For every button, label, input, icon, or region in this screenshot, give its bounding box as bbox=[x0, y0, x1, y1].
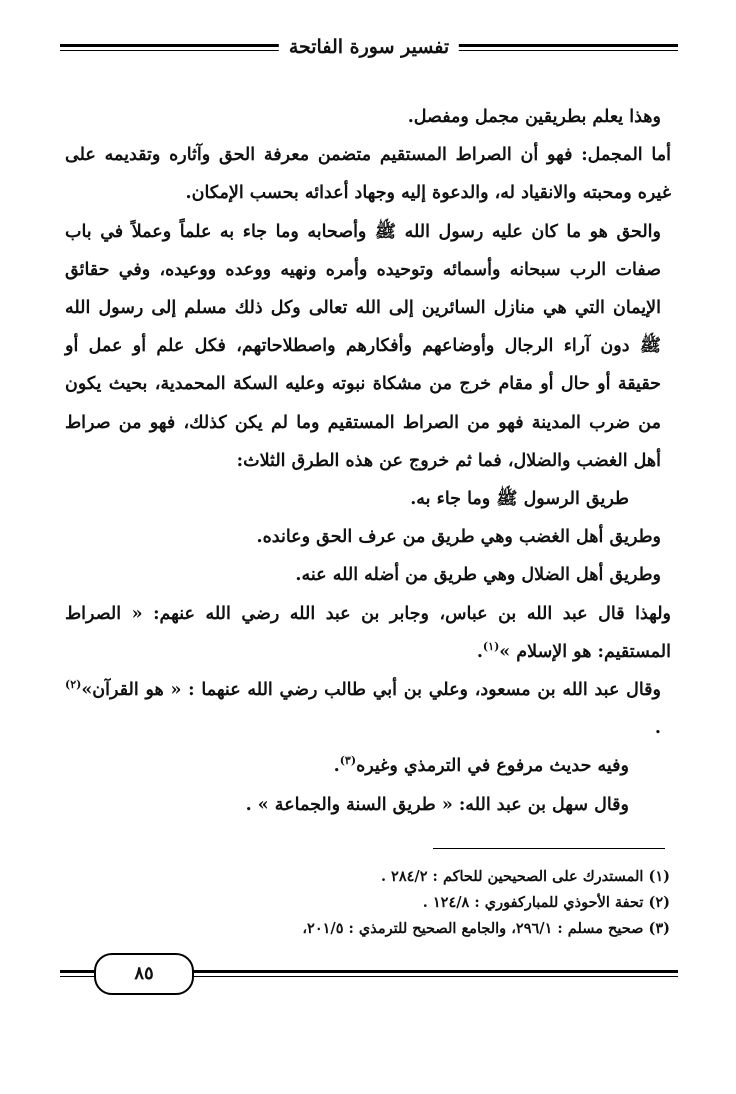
paragraph-with-note: وفيه حديث مرفوع في الترمذي وغيره$^{(٣)}$. bbox=[333, 754, 629, 777]
footnote-marker: (٣) bbox=[339, 754, 357, 768]
paragraph-text: وقال عبد الله بن مسعود، وعلي بن أبي طالب رضي الله عنهما : « هو القرآن» bbox=[81, 680, 661, 701]
paragraph: طريق الرسول ﷺ وما جاء به. bbox=[410, 489, 629, 510]
paragraph-with-note: ولهذا قال عبد الله بن عباس، وجابر بن عبد الله رضي الله عنهم: « الصراط المستقيم: هو الإسلام »$^{(١)}$. bbox=[65, 603, 671, 662]
footnote-separator bbox=[433, 848, 665, 849]
running-title: تفسير سورة الفاتحة bbox=[279, 36, 459, 58]
footnote: (١) المستدرك على الصحيحين للحاكم : ٢٨٤/٢ . bbox=[380, 868, 670, 885]
page-number: ٨٥ bbox=[94, 953, 194, 995]
paragraph: وطريق أهل الضلال وهي طريق من أضله الله عنه. bbox=[295, 565, 661, 586]
paragraph: وطريق أهل الغضب وهي طريق من عرف الحق وعانده. bbox=[256, 527, 661, 548]
paragraph: أما المجمل: فهو أن الصراط المستقيم متضمن معرفة الحق وآثاره وتقديمه على غيره ومحبته والانقياد له، والدعوة إليه وجهاد أعدائه بحسب الإمكان. bbox=[65, 145, 671, 204]
footnote-marker: (١) bbox=[482, 640, 500, 654]
page-header bbox=[60, 32, 678, 72]
paragraph-with-note: وقال عبد الله بن مسعود، وعلي بن أبي طالب رضي الله عنهما : « هو القرآن»$^{(٢)}$ . bbox=[65, 678, 661, 739]
main-text bbox=[65, 98, 671, 824]
footnotes bbox=[80, 864, 670, 942]
footnote: (٣) صحيح مسلم : ٢٩٦/١، والجامع الصحيح للترمذي : ٢٠١/٥، bbox=[302, 920, 670, 937]
paragraph-text: وفيه حديث مرفوع في الترمذي وغيره bbox=[356, 756, 629, 777]
paragraph: وهذا يعلم بطريقين مجمل ومفصل. bbox=[407, 107, 661, 127]
footnote: (٢) تحفة الأحوذي للمباركفوري : ١٢٤/٨ . bbox=[422, 894, 670, 911]
paragraph: وقال سهل بن عبد الله: « طريق السنة والجماعة » . bbox=[245, 794, 629, 815]
paragraph: والحق هو ما كان عليه رسول الله ﷺ وأصحابه وما جاء به علماً وعملاً في باب صفات الرب سبحانه وأسمائه وتوحيده وأمره ونهيه ووعده ووعيده، وفي حقائق الإيمان التي هي منازل السائرين إلى الله تعالى وكل ذلك مسلم إلى رسول الله ﷺ دون آراء الرجال وأوضاعهم وأفكارهم واصطلاحاتهم، فكل علم أو عمل أو حقيقة أو حال أو مقام خرج من مشكاة نبوته وعليه السكة المحمدية، بحيث يكون من ضرب المدينة فهو من الصراط المستقيم وما لم يكن كذلك، فهو من صراط أهل الغضب والضلال، فما ثم خروج عن هذه الطرق الثلاث: bbox=[65, 221, 661, 471]
paragraph-text: ولهذا قال عبد الله بن عباس، وجابر بن عبد الله رضي الله عنهم: « الصراط المستقيم: هو الإسلام » bbox=[65, 603, 671, 662]
footnote-marker: (٢) bbox=[65, 678, 82, 692]
